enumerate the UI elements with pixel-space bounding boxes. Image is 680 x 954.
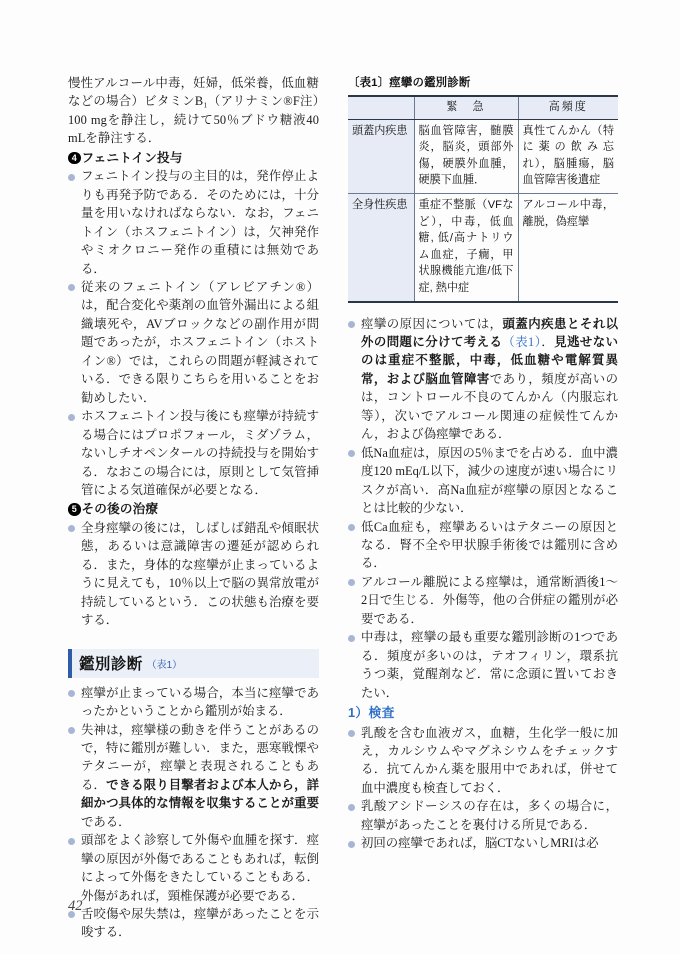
list-item (68, 905, 319, 942)
text-run: 低Na血症は，原因の5％までを占める．血中濃度120 mEq/L以下，減少の速度が速い場合にリスクが高い．高Na血症が痙攣の原因となることは比較的少ない． (361, 445, 618, 516)
list-item-text (361, 834, 618, 852)
section-table-reference[interactable]: （表1） (146, 659, 183, 671)
text-run: 頭部をよく診察して外傷や血腫を探す．痙攣の原因が外傷であることもあれば，転倒によって外傷をきたしていることもある．外傷があれば，頸椎保護が必要である． (81, 833, 319, 903)
list-item-text: 従来のフェニトイン（アレビアチン®）は，配合変化や薬剤の血管外漏出による組織壊死や，AVブロックなどの副作用が問題であったが，ホスフェニトイン（ホストイン®）では，これらの問題が軽減されている．できる限りこちらを用いることをお勧めしたい． (81, 279, 319, 405)
text-run: 痙攣が止まっている場合，本当に痙攣であったかということから鑑別が始まる． (81, 685, 319, 719)
etiology-list (348, 315, 618, 703)
bullet-dot-icon (68, 690, 75, 697)
table-cell: 脳血管障害，髄膜炎，脳炎，頭部外傷，硬膜外血腫，硬膜下血腫． (414, 119, 518, 193)
list-item-text (81, 721, 319, 832)
table-row-header: 全身性疾患 (348, 193, 414, 301)
bullet-dot-icon (68, 414, 75, 421)
list-item (348, 315, 618, 444)
list-item-text (81, 684, 319, 721)
table-column-header-urgent: 緊 急 (414, 96, 518, 119)
bullet-dot-icon (348, 321, 355, 328)
table-cell: アルコール中毒，離脱，偽痙攣 (518, 193, 618, 301)
examination-list (348, 724, 618, 853)
text-run: ． (541, 334, 555, 349)
list-item-text: ホスフェニトイン投与後にも痙攣が持続する場合にはプロポフォール，ミダゾラム，ないしチオペンタールの持続投与を開始する．なおこの場合には，原則として気管挿管による気道確保が必要となる． (81, 409, 319, 497)
list-item (348, 518, 618, 573)
section-title: 鑑別診断 (79, 656, 143, 674)
left-column (68, 74, 320, 940)
list-item (348, 834, 618, 852)
table-column-header-frequent: 高頻度 (518, 96, 618, 119)
text-run: 低Ca血症も，痙攣あるいはテタニーの原因となる．腎不全や甲状腺手術後では鑑別に含める． (361, 519, 618, 571)
table-corner-cell (348, 96, 414, 119)
list-item (348, 724, 618, 798)
text-run: であり，頻度が高いのは，コントロール不良のてんかん（内服忘れ等），次いでアルコール関連の症候性てんかん，および偽痙攣である． (361, 371, 619, 442)
text-run: 乳酸アシドーシスの存在は，多くの場合に，痙攣があったことを裏付ける所見である． (361, 799, 618, 832)
table-row-header: 頭蓋内疾患 (348, 119, 414, 193)
bullet-dot-icon (348, 730, 355, 737)
table-caption: 〔表1〕痙攣の鑑別診断 (348, 77, 471, 89)
list-item-text (81, 831, 319, 905)
list-item (68, 278, 319, 407)
list-item-text (81, 905, 319, 942)
bullet-dot-icon (68, 284, 75, 291)
text-run: 乳酸を含む血液ガス，血糖，生化学一般に加え，カルシウムやマグネシウムをチェックする．抗てんかん薬を服用中であれば，併せて血中濃度も検査しておく． (361, 725, 618, 795)
table-reference-link[interactable]: （表1） (502, 334, 542, 349)
bullet-dot-icon (348, 450, 355, 457)
list-item (348, 573, 618, 628)
bullet-dot-icon (348, 524, 355, 531)
continuation-paragraph: 慢性アルコール中毒，妊婦，低栄養，低血糖などの場合）ビタミンB₁（アリナミン®F注）100 mgを静注し，続けて50％ブドウ糖液40 mLを静注する． (68, 76, 319, 146)
list-item-text (361, 315, 618, 444)
text-run: 頭蓋内疾患とそれ以外の問題に分けて考える (361, 316, 618, 349)
table-cell: 真性てんかん（特に薬の飲み忘れ），脳腫瘍，脳血管障害後遺症 (518, 119, 618, 193)
bullet-dot-icon (348, 841, 355, 848)
numbered-heading-label: その後の治療 (81, 502, 159, 517)
table-header-row (348, 96, 618, 119)
differential-diagnosis-table (348, 95, 618, 303)
list-item-text (361, 518, 618, 573)
numbered-heading-4 (68, 149, 319, 167)
list-item-text (361, 628, 618, 702)
bullet-dot-icon (68, 525, 75, 532)
text-run: 見逃せないのは重症不整脈，中毒，低血糖や電解質異常，および脳血管障害 (361, 334, 619, 386)
differential-diagnosis-list (68, 684, 319, 942)
bullet-dot-icon (348, 804, 355, 811)
subsection-heading-examination: 1）検査 (348, 705, 395, 721)
list-item-text (361, 573, 618, 628)
list-item (68, 684, 319, 721)
text-run: 初回の痙攣であれば，脳CTないしMRIは必 (361, 836, 599, 851)
list-item (348, 444, 618, 518)
numbered-heading-label: フェニトイン投与 (81, 150, 183, 165)
list-item-text (361, 797, 618, 834)
table-row (348, 193, 618, 301)
bullet-dot-icon (68, 727, 75, 734)
list-item-text (361, 724, 618, 798)
table-block (348, 74, 618, 303)
list-item (68, 721, 319, 832)
list-item-text: フェニトイン投与の主目的は，発作停止よりも再発予防である．そのためには，十分量を用いなければならない．なお，フェニトイン（ホスフェニトイン）は，欠神発作やミオクロニー発作の重積には無効である． (81, 169, 319, 276)
table-cell: 重症不整脈（VFなど），中毒，低血糖, 低/高ナトリウム血症，子癇，甲状腺機能亢進/低下症, 熱中症 (414, 193, 518, 301)
bullet-dot-icon (348, 635, 355, 642)
bullet-dot-icon (68, 838, 75, 845)
text-run: 舌咬傷や尿失禁は，痙攣があったことを示唆する． (81, 907, 319, 940)
list-item (68, 831, 319, 905)
list-item (68, 407, 319, 499)
list-item (348, 797, 618, 834)
text-run: 中毒は，痙攣の最も重要な鑑別診断の1つである．頻度が多いのは，テオフィリン，環系抗うつ薬，覚醒剤など．常に念頭に置いておきたい． (361, 630, 618, 700)
bullet-dot-icon (68, 174, 75, 181)
text-run: である． (81, 814, 131, 829)
list-item (348, 628, 618, 702)
list-item-text: 全身痙攣の後には，しばしば錯乱や傾眠状態，あるいは意識障害の遷延が認められる．また，身体的な痙攣が止まっているように見えても，10％以上で脳の異常放電が持続しているという．この状態も治療を要する． (81, 520, 319, 628)
bullet-dot-icon (348, 579, 355, 586)
numbered-heading-5 (68, 500, 319, 518)
text-run: 痙攣の原因については， (361, 316, 503, 331)
text-run: できる限り目撃者および本人から，詳細かつ具体的な情報を収集することが重要 (81, 777, 320, 811)
right-column (348, 74, 618, 914)
number-circle-icon: 4 (68, 152, 81, 165)
table-row (348, 119, 618, 193)
number-circle-icon: 5 (68, 503, 81, 516)
section-header-band (68, 649, 319, 678)
page-number: 42 (68, 898, 83, 914)
list-item (68, 519, 319, 630)
list-item (68, 167, 319, 278)
text-run: 失神は，痙攣様の動きを伴うことがあるので，特に鑑別が難しい．また，悪寒戦慄やテタニーが，痙攣と表現されることもある． (81, 722, 319, 792)
list-item-text (361, 444, 618, 518)
text-run: アルコール離脱による痙攣は，通常断酒後1〜2日で生じる．外傷等，他の合併症の鑑別が必要である． (361, 574, 618, 626)
